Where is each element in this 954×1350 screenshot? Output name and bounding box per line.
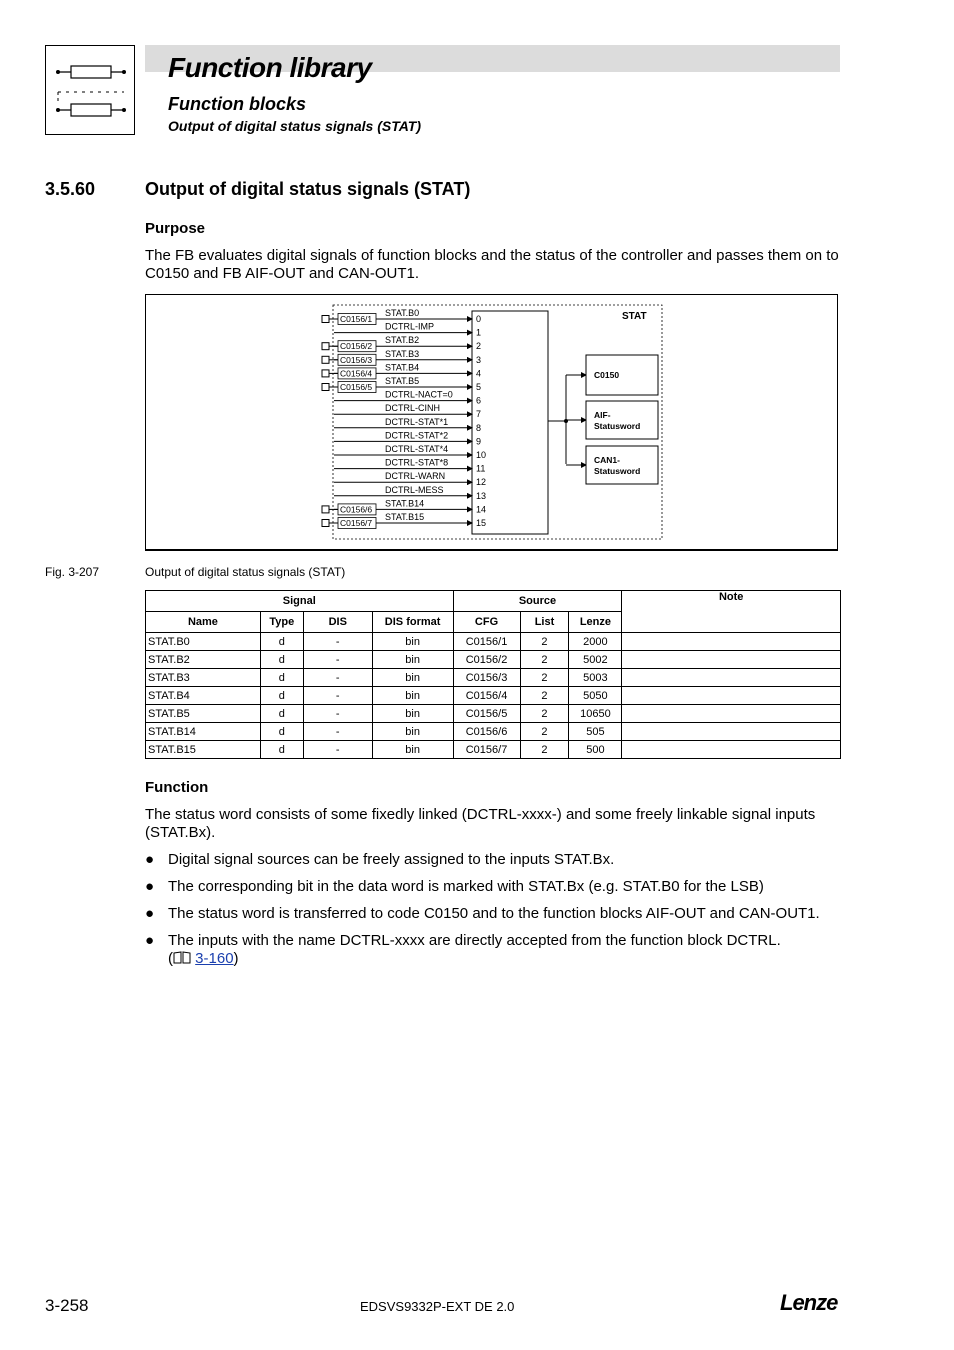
input-code: C0156/1	[340, 314, 373, 324]
table-row	[146, 741, 841, 759]
input-number: 0	[476, 314, 482, 324]
input-number: 15	[476, 518, 487, 528]
input-number: 1	[476, 327, 482, 338]
purpose-text: The FB evaluates digital signals of function blocks and the status of the controller and passes them on to C0150 and FB AIF-OUT and CAN-OUT1.	[145, 247, 839, 282]
page-subtitle: Function blocks	[168, 94, 307, 114]
table-cell: bin	[372, 705, 453, 723]
list-item: ● The corresponding bit in the data word is marked with STAT.Bx (e.g. STAT.B0 for the LSB)	[145, 878, 764, 895]
table-cell: STAT.B2	[146, 651, 261, 669]
table-cell: 2	[520, 741, 569, 759]
table-cell: -	[303, 741, 372, 759]
page-number: 3-258	[45, 1296, 89, 1315]
figure-caption: Output of digital status signals (STAT)	[145, 565, 346, 579]
output-label: AIF-	[594, 410, 611, 420]
bullet-icon: ●	[145, 905, 155, 922]
table-cell: 2000	[569, 633, 622, 651]
signal-table	[145, 590, 841, 759]
table-cell: C0156/2	[453, 651, 520, 669]
input-code: C0156/5	[340, 382, 373, 392]
table-cell	[622, 669, 841, 687]
page-subtitle-detail: Output of digital status signals (STAT)	[168, 118, 422, 134]
input-code: C0156/6	[340, 504, 373, 515]
table-cell: STAT.B3	[146, 669, 261, 687]
note-header: Note	[622, 591, 841, 633]
input-label: DCTRL-WARN	[385, 471, 446, 482]
table-cell: bin	[372, 723, 453, 741]
table-cell	[622, 705, 841, 723]
input-config-box	[322, 506, 329, 513]
table-cell	[622, 651, 841, 669]
table-row	[146, 633, 841, 651]
input-label: STAT.B14	[385, 498, 425, 509]
table-cell	[622, 741, 841, 759]
stat-block-name: STAT	[622, 311, 647, 322]
input-config-box	[322, 384, 329, 391]
table-cell: C0156/6	[453, 723, 520, 741]
col-list: List	[520, 612, 569, 633]
input-code: C0156/4	[340, 368, 373, 379]
input-number: 2	[476, 341, 482, 352]
table-cell: -	[303, 651, 372, 669]
purpose-heading: Purpose	[145, 220, 206, 237]
input-label: STAT.B15	[385, 512, 425, 522]
col-dis: DIS	[303, 612, 372, 633]
table-cell: C0156/5	[453, 705, 520, 723]
table-cell: 10650	[569, 705, 622, 723]
input-code: C0156/3	[340, 354, 373, 365]
table-cell: STAT.B14	[146, 723, 261, 741]
col-name: Name	[146, 612, 261, 633]
list-item: ● The status word is transferred to code C0150 and to the function blocks AIF-OUT and CAN-OUT1.	[145, 905, 820, 922]
table-cell: 2	[520, 651, 569, 669]
signal-group-header: Signal	[146, 591, 454, 612]
input-label: STAT.B4	[385, 362, 420, 373]
input-config-box	[322, 316, 329, 323]
table-cell: C0156/1	[453, 633, 520, 651]
input-number: 12	[476, 477, 487, 488]
input-label: DCTRL-STAT*8	[385, 457, 449, 468]
input-label: DCTRL-STAT*2	[385, 430, 449, 441]
output-label: Statusword	[594, 421, 641, 431]
table-cell: -	[303, 633, 372, 651]
bullet-icon: ●	[145, 878, 155, 895]
figure-number: Fig. 3-207	[45, 565, 100, 579]
source-group-header: Source	[453, 591, 622, 612]
input-config-box	[322, 520, 329, 527]
table-cell: bin	[372, 633, 453, 651]
table-cell: bin	[372, 741, 453, 759]
input-config-box	[322, 343, 329, 350]
input-number: 13	[476, 490, 487, 501]
table-cell: bin	[372, 687, 453, 705]
table-cell: 2	[520, 705, 569, 723]
input-number: 6	[476, 395, 482, 406]
bullet-icon: ●	[145, 932, 155, 949]
table-cell: 5002	[569, 651, 622, 669]
table-cell: d	[260, 723, 303, 741]
function-intro: The status word consists of some fixedly linked (DCTRL-xxxx-) and some freely linkable signal inputs (STAT.Bx).	[145, 806, 816, 841]
section-number: 3.5.60	[45, 179, 96, 199]
table-cell: 2	[520, 723, 569, 741]
table-cell: STAT.B4	[146, 687, 261, 705]
table-cell: bin	[372, 669, 453, 687]
output-box	[586, 401, 658, 439]
table-cell: d	[260, 741, 303, 759]
output-label: CAN1-	[594, 455, 620, 465]
output-box	[586, 446, 658, 484]
input-number: 9	[476, 436, 482, 447]
input-number: 10	[476, 450, 487, 460]
table-row	[146, 669, 841, 687]
book-icon	[173, 951, 191, 964]
table-row	[146, 723, 841, 741]
input-label: DCTRL-CINH	[385, 403, 440, 414]
col-dis-format: DIS format	[372, 612, 453, 633]
table-cell: C0156/4	[453, 687, 520, 705]
table-cell: -	[303, 669, 372, 687]
table-cell: STAT.B0	[146, 633, 261, 651]
input-label: STAT.B0	[385, 308, 420, 318]
input-config-box	[322, 356, 329, 363]
input-code: C0156/2	[340, 341, 373, 352]
table-cell: -	[303, 687, 372, 705]
table-cell: STAT.B15	[146, 741, 261, 759]
input-number: 8	[476, 422, 482, 433]
input-label: DCTRL-MESS	[385, 484, 444, 495]
table-cell: 500	[569, 741, 622, 759]
input-label: DCTRL-NACT=0	[385, 389, 453, 400]
document-id: EDSVS9332P-EXT DE 2.0	[360, 1299, 515, 1314]
input-code: C0156/7	[340, 518, 373, 528]
table-row	[146, 651, 841, 669]
function-bullets	[145, 851, 845, 977]
table-cell: 2	[520, 669, 569, 687]
input-label: STAT.B3	[385, 348, 420, 359]
table-row	[146, 687, 841, 705]
function-heading: Function	[145, 779, 209, 796]
table-cell: STAT.B5	[146, 705, 261, 723]
table-cell: d	[260, 705, 303, 723]
bullet-icon: ●	[145, 851, 155, 868]
table-cell: d	[260, 633, 303, 651]
stat-block-diagram	[146, 295, 837, 549]
input-label: STAT.B2	[385, 335, 420, 346]
table-cell: d	[260, 669, 303, 687]
input-number: 11	[476, 463, 486, 474]
input-label: DCTRL-STAT*1	[385, 416, 449, 427]
col-lenze: Lenze	[569, 612, 622, 633]
input-number: 5	[476, 382, 482, 392]
table-cell: C0156/3	[453, 669, 520, 687]
table-row	[146, 705, 841, 723]
table-cell: -	[303, 723, 372, 741]
table-cell: C0156/7	[453, 741, 520, 759]
table-cell	[622, 687, 841, 705]
output-label: Statusword	[594, 466, 641, 476]
brand-logo: Lenze	[780, 1290, 838, 1315]
col-cfg: CFG	[453, 612, 520, 633]
stat-diagram	[145, 294, 838, 551]
table-cell: 2	[520, 687, 569, 705]
col-type: Type	[260, 612, 303, 633]
input-label: STAT.B5	[385, 376, 420, 386]
input-number: 14	[476, 504, 487, 515]
chapter-logo	[45, 45, 135, 135]
table-cell: 5003	[569, 669, 622, 687]
cross-reference-link[interactable]: 3-160	[195, 950, 234, 967]
table-cell	[622, 633, 841, 651]
input-label: DCTRL-STAT*4	[385, 444, 449, 454]
table-cell: 5050	[569, 687, 622, 705]
output-label: C0150	[594, 370, 620, 380]
table-cell: d	[260, 687, 303, 705]
list-item: ● The inputs with the name DCTRL-xxxx are directly accepted from the function block DCTRL. ( 3-160)	[145, 932, 781, 967]
function-block-icon	[46, 46, 134, 134]
input-number: 7	[476, 409, 482, 420]
list-item: ● Digital signal sources can be freely assigned to the inputs STAT.Bx.	[145, 851, 615, 868]
section-title: Output of digital status signals (STAT)	[145, 179, 471, 199]
page-title: Function library	[168, 52, 372, 83]
table-cell: 505	[569, 723, 622, 741]
table-cell: -	[303, 705, 372, 723]
table-cell: d	[260, 651, 303, 669]
table-cell	[622, 723, 841, 741]
table-cell: 2	[520, 633, 569, 651]
table-cell: bin	[372, 651, 453, 669]
input-config-box	[322, 370, 329, 377]
input-number: 3	[476, 354, 482, 365]
input-number: 4	[476, 368, 482, 379]
input-label: DCTRL-IMP	[385, 321, 434, 332]
